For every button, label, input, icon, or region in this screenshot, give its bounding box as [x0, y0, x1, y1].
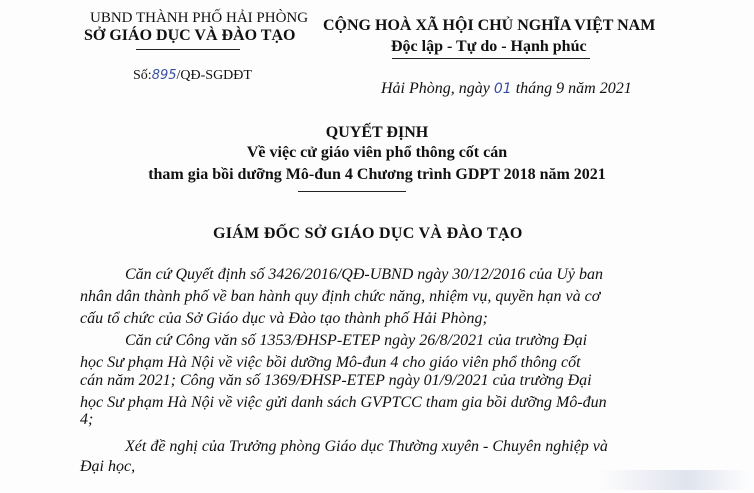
body-line: 4;: [80, 411, 94, 428]
doc-number-prefix: Số:: [133, 68, 152, 83]
date-prefix: Hải Phòng, ngày: [381, 80, 494, 97]
body-line: Căn cứ Công văn số 1353/ĐHSP-ETEP ngày 26/8/2021 của trường Đại: [125, 332, 588, 349]
director-heading: GIÁM ĐỐC SỞ GIÁO DỤC VÀ ĐÀO TẠO: [213, 225, 523, 242]
body-line: Xét đề nghị của Trưởng phòng Giáo dục Thường xuyên - Chuyên nghiệp và: [125, 438, 608, 455]
doc-number-handwritten: 895: [151, 68, 177, 83]
body-line: Đại học,: [80, 458, 136, 475]
body-line: Căn cứ Quyết định số 3426/2016/QĐ-UBND ngày 30/12/2016 của Uỷ ban: [125, 266, 604, 283]
motto-underline: [392, 58, 590, 59]
national-title: CỘNG HOÀ XÃ HỘI CHỦ NGHĨA VIỆT NAM: [323, 17, 656, 34]
org-name: SỞ GIÁO DỤC VÀ ĐÀO TẠO: [84, 27, 296, 44]
doc-number-suffix: /QĐ-SGDĐT: [176, 68, 252, 83]
body-line: cán năm 2021; Công văn số 1369/ĐHSP-ETEP ngày 01/9/2021 của trường Đại: [80, 372, 592, 389]
decision-heading: QUYẾT ĐỊNH: [325, 124, 429, 141]
national-motto: Độc lập - Tự do - Hạnh phúc: [391, 38, 587, 55]
date-day-handwritten: 01: [493, 81, 512, 97]
org-underline: [136, 49, 240, 50]
decision-subject-line2: tham gia bồi dưỡng Mô-đun 4 Chương trình GDPT 2018 năm 2021: [148, 166, 606, 183]
body-line: cấu tổ chức của Sở Giáo dục và Đào tạo thành phố Hải Phòng;: [80, 310, 488, 327]
document-date: [381, 80, 632, 98]
org-parent-name: UBND THÀNH PHỐ HẢI PHÒNG: [90, 10, 309, 26]
decision-subject-line1: Về việc cử giáo viên phổ thông cốt cán: [246, 144, 508, 161]
date-suffix: tháng 9 năm 2021: [511, 80, 632, 97]
stamp-smudge: [598, 470, 748, 490]
document-number: [133, 68, 252, 84]
body-line: nhân dân thành phố về ban hành quy định chức năng, nhiệm vụ, quyền hạn và cơ: [80, 288, 601, 305]
title-underline: [298, 191, 406, 192]
body-line: học Sư phạm Hà Nội về việc gửi danh sách GVPTCC tham gia bồi dưỡng Mô-đun: [80, 394, 607, 411]
body-line: học Sư phạm Hà Nội về việc bồi dưỡng Mô-đun 4 cho giáo viên phổ thông cốt: [80, 354, 581, 371]
